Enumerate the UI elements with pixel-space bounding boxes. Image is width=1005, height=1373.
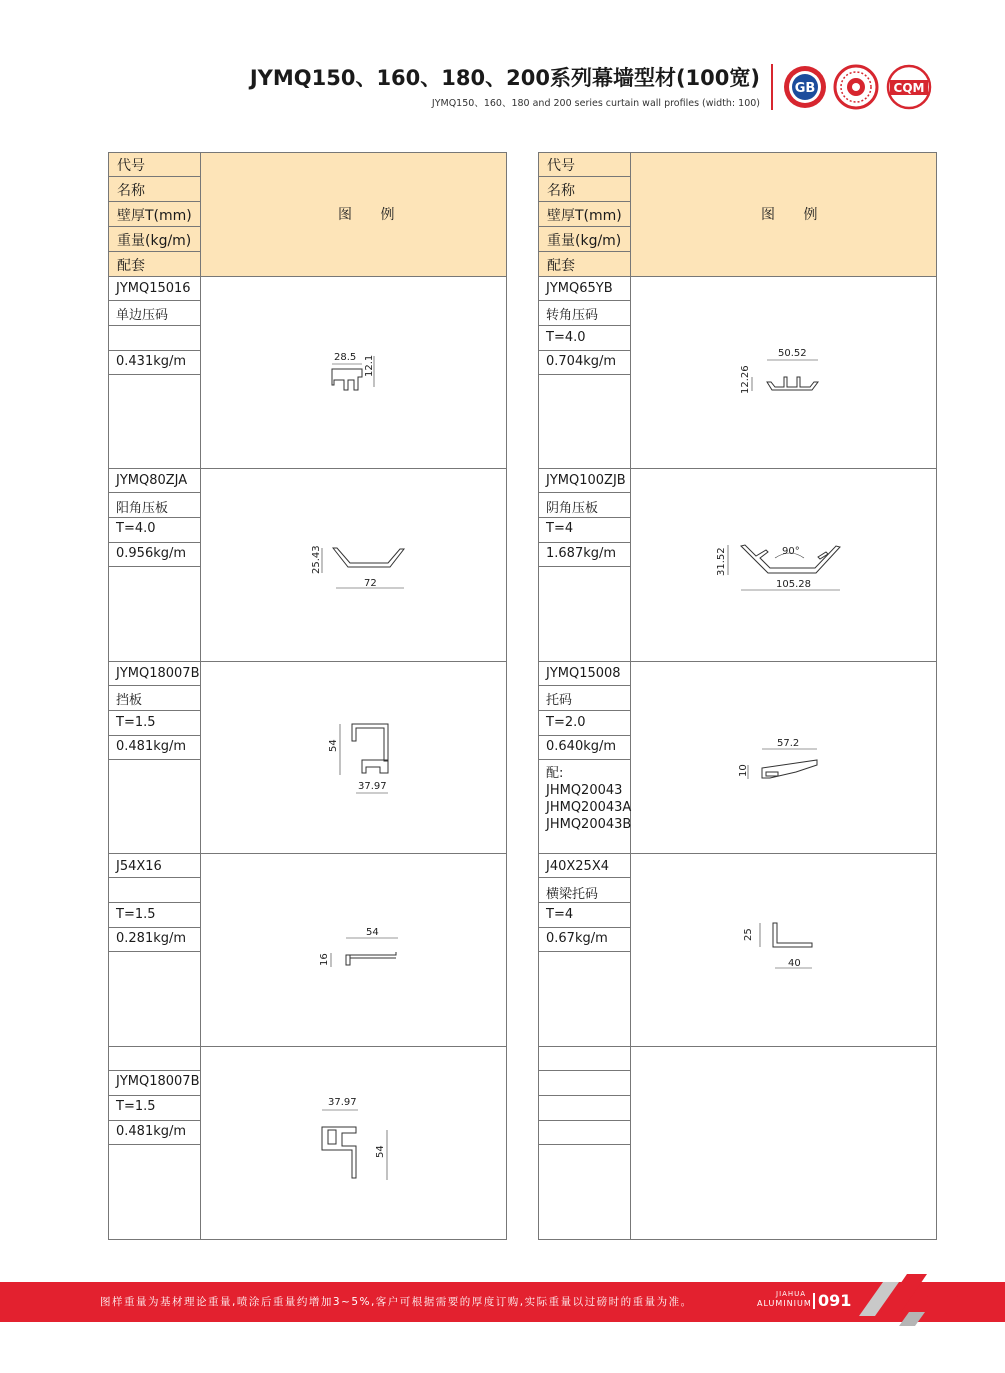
dim-label: 57.2 [777, 738, 800, 749]
svg-text:GB: GB [794, 81, 816, 96]
header-weight-label: 重量(kg/m) [117, 233, 192, 249]
profile-name: 阳角压板 [116, 501, 169, 516]
page-title: JYMQ150、160、180、200系列幕墙型材(100宽) [249, 66, 760, 90]
profile-weight: 0.704kg/m [546, 354, 617, 369]
profile-weight: 0.431kg/m [116, 354, 187, 369]
brand-stripes-icon [855, 1272, 967, 1326]
profile-code: JYMQ15008 [546, 666, 621, 681]
dim-label: 72 [364, 578, 377, 589]
profile-thickness: T=2.0 [546, 715, 586, 730]
profile-drawing-jymq65yb [752, 360, 818, 391]
dim-label: 90° [782, 546, 800, 557]
profile-code: JYMQ80ZJA [116, 473, 188, 488]
dim-label: 16 [319, 953, 330, 966]
svg-text:CQM: CQM [893, 81, 925, 95]
profile-code: JYMQ18007B [116, 666, 200, 681]
page-number: 091 [818, 1291, 852, 1310]
profile-drawing-j54x16 [331, 938, 398, 967]
profile-name: 横梁托码 [546, 887, 599, 902]
profile-thickness: T=4.0 [116, 521, 156, 536]
header-figure-label: 图 例 [761, 207, 830, 223]
profile-weight: 0.481kg/m [116, 739, 187, 754]
header-code-label: 代号 [117, 158, 145, 174]
profile-code: JYMQ65YB [546, 281, 613, 296]
dim-label: 12.1 [364, 354, 375, 377]
profile-thickness: T=1.5 [116, 907, 156, 922]
dim-label: 37.97 [328, 1097, 357, 1108]
profile-weight: 0.956kg/m [116, 546, 187, 561]
profile-drawing-j40x25x4 [760, 923, 812, 968]
profile-name: 转角压码 [546, 308, 599, 323]
dim-label: 25.43 [311, 545, 322, 574]
header-thickness-label: 壁厚T(mm) [117, 208, 192, 224]
profile-code: J54X16 [116, 859, 162, 874]
profile-weight: 0.640kg/m [546, 739, 617, 754]
header-code-label: 代号 [547, 158, 575, 174]
header-thickness-label: 壁厚T(mm) [547, 208, 622, 224]
profile-drawing-jymq80zja [322, 548, 404, 588]
profile-weight: 0.67kg/m [546, 931, 608, 946]
dim-label: 105.28 [776, 579, 811, 590]
dim-label: 50.52 [778, 348, 807, 359]
profile-thickness: T=4 [546, 521, 574, 536]
profile-name: JYMQ18007B [116, 1074, 200, 1089]
profile-thickness: T=4.0 [546, 330, 586, 345]
header-name-label: 名称 [547, 183, 575, 199]
header-figure-label: 图 例 [338, 207, 407, 223]
profile-weight: 0.281kg/m [116, 931, 187, 946]
dim-label: 54 [366, 927, 379, 938]
profile-name: 单边压码 [116, 308, 169, 323]
profile-name: 阴角压板 [546, 501, 599, 516]
brand-name-top: JIAHUA [776, 1290, 807, 1298]
dim-label: 10 [738, 764, 749, 777]
profile-code: JYMQ100ZJB [546, 473, 626, 488]
header-accessory-label: 配套 [117, 258, 145, 274]
page-subtitle: JYMQ150、160、180 and 200 series curtain wall profiles (width: 100) [431, 98, 760, 109]
dim-label: 31.52 [716, 547, 727, 576]
profile-code: JYMQ15016 [116, 281, 191, 296]
dim-label: 12.26 [740, 365, 751, 394]
profile-thickness: T=4 [546, 907, 574, 922]
header-accessory-label: 配套 [547, 258, 575, 274]
page-number-divider [813, 1293, 815, 1309]
dim-label: 54 [375, 1145, 386, 1158]
profile-drawing-jymq15008 [748, 749, 817, 779]
dim-label: 40 [788, 958, 801, 969]
profile-weight: 1.687kg/m [546, 546, 617, 561]
profile-name: 托码 [546, 693, 573, 708]
profile-name: 挡板 [116, 693, 143, 708]
footer-note: 图样重量为基材理论重量,喷涂后重量约增加3~5%,客户可根据需要的厚度订购,实际重量以过磅时的重量为准。 [100, 1296, 693, 1308]
profile-thickness: T=1.5 [116, 715, 156, 730]
profile-accessory-note: 配: JHMQ20043 JHMQ20043A JHMQ20043B [546, 766, 632, 832]
profile-drawing-jymq18007b-lower [322, 1110, 387, 1180]
dim-label: 54 [328, 739, 339, 752]
header-name-label: 名称 [117, 183, 145, 199]
dim-label: 37.97 [358, 781, 387, 792]
profile-code: J40X25X4 [546, 859, 610, 874]
header-weight-label: 重量(kg/m) [547, 233, 622, 249]
profile-weight: 0.481kg/m [116, 1124, 187, 1139]
dim-label: 28.5 [334, 352, 357, 363]
profile-thickness: T=1.5 [116, 1099, 156, 1114]
brand-name-bottom: ALUMINIUM [757, 1299, 812, 1308]
dim-label: 25 [743, 928, 754, 941]
